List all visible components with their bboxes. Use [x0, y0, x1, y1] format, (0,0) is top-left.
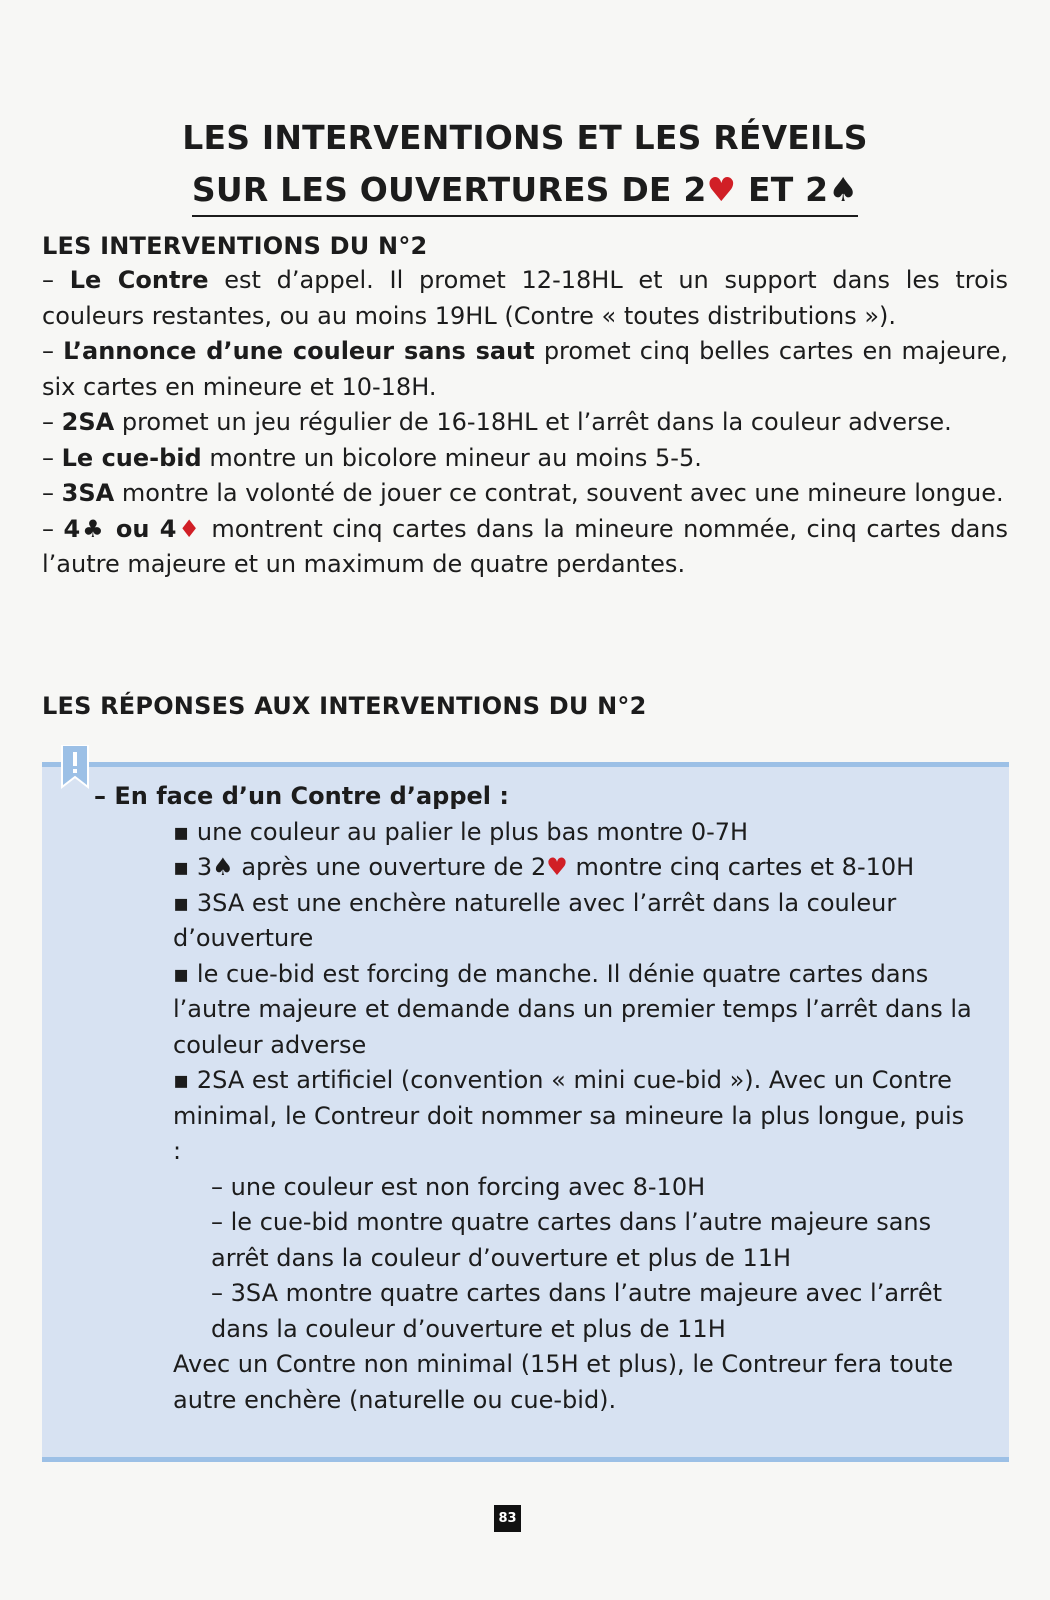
- heart-suit-icon: ♥: [546, 853, 568, 881]
- title-line-2-text-b: ET 2: [736, 170, 829, 209]
- paragraph-4-mineure-text: montrent cinq cartes dans la mineure nommée, cinq cartes dans l’autre majeure et un maximum de quatre perdantes.: [42, 514, 1009, 578]
- paragraph-4-mineure: – 4♣ ou 4♦ montrent cinq cartes dans la mineure nommée, cinq cartes dans l’autre majeure et un maximum de quatre perdantes.: [42, 514, 1009, 578]
- title-line-1: LES INTERVENTIONS ET LES RÉVEILS: [182, 118, 868, 157]
- bullet-3-pique: [42, 850, 1009, 886]
- section-heading-reponses: LES RÉPONSES AUX INTERVENTIONS DU N°2: [42, 692, 647, 720]
- bullet-3-pique-b: après une ouverture de 2: [233, 853, 547, 881]
- bullet-3sa: ▪ 3SA est une enchère naturelle avec l’arrêt dans la couleur d’ouverture: [173, 888, 897, 952]
- bullet-cue-bid: ▪ le cue-bid est forcing de manche. Il dénie quatre cartes dans l’autre majeure et demande dans un premier temps l’arrêt dans la couleur adverse: [173, 959, 972, 1059]
- paragraph-3sa: – 3SA montre la volonté de jouer ce contrat, souvent avec une mineure longue.: [42, 479, 1004, 507]
- bookmark-exclamation-icon: [60, 745, 90, 789]
- bullet-3-pique-a: ▪ 3: [173, 853, 213, 881]
- term-3sa: 3SA: [61, 479, 115, 507]
- paragraph-contre: – Le Contre est d’appel. Il promet 12-18HL et un support dans les trois couleurs restantes, ou au moins 19HL (Contre « toutes distributions »).: [42, 266, 1008, 330]
- section-heading-interventions: LES INTERVENTIONS DU N°2: [42, 232, 428, 260]
- bullet-couleur-palier: ▪ une couleur au palier le plus bas montre 0-7H: [173, 817, 749, 846]
- term-4-a: 4: [63, 514, 81, 543]
- section-reponses: [42, 689, 1008, 723]
- box-title: – En face d’un Contre d’appel :: [94, 782, 509, 810]
- paragraph-2sa: – 2SA promet un jeu régulier de 16-18HL et l’arrêt dans la couleur adverse.: [42, 408, 952, 436]
- bullet-3-pique-c: montre cinq cartes et 8-10H: [567, 853, 915, 881]
- term-cue-bid: Le cue-bid: [61, 443, 202, 472]
- paragraph-annonce-couleur: – L’annonce d’une couleur sans saut promet cinq belles cartes en majeure, six cartes en mineure et 10-18H.: [42, 337, 1009, 401]
- title-line-2-text-a: SUR LES OUVERTURES DE 2: [191, 170, 707, 209]
- paragraph-cue-bid: – Le cue-bid montre un bicolore mineur au moins 5-5.: [42, 443, 702, 472]
- spade-suit-icon: ♠: [828, 170, 859, 209]
- paragraph-cue-bid-text: montre un bicolore mineur au moins 5-5.: [201, 443, 702, 472]
- paragraph-3sa-text: montre la volonté de jouer ce contrat, souvent avec une mineure longue.: [114, 479, 1004, 507]
- page-title: [0, 112, 1050, 217]
- paragraph-contre-text: est d’appel. Il promet 12-18HL et un support dans les trois couleurs restantes, ou au moins 19HL (Contre « toutes distributions »).: [42, 266, 1008, 330]
- spade-suit-icon: ♠: [212, 853, 234, 881]
- sub-item-3sa: – 3SA montre quatre cartes dans l’autre majeure avec l’arrêt dans la couleur d’ouverture et plus de 11H: [211, 1279, 942, 1343]
- info-box-content: [42, 779, 1009, 1418]
- title-line-2: [192, 165, 858, 217]
- term-4-mineure: [64, 515, 202, 543]
- diamond-suit-icon: ♦: [176, 514, 202, 543]
- paragraph-2sa-text: promet un jeu régulier de 16-18HL et l’arrêt dans la couleur adverse.: [114, 408, 952, 436]
- section-interventions: [42, 229, 1008, 583]
- term-contre: Le Contre: [69, 266, 209, 294]
- bullet-2sa: ▪ 2SA est artificiel (convention « mini cue-bid »). Avec un Contre minimal, le Contreur doit nommer sa mineure la plus longue, puis :: [173, 1066, 965, 1165]
- info-box: [42, 762, 1009, 1462]
- term-2sa: 2SA: [61, 408, 115, 436]
- term-4-b: ou 4: [105, 514, 177, 543]
- paragraph-annonce-couleur-text: promet cinq belles cartes en majeure, six cartes en mineure et 10-18H.: [42, 337, 1009, 401]
- box-closing: Avec un Contre non minimal (15H et plus), le Contreur fera toute autre enchère (naturelle ou cue-bid).: [173, 1350, 954, 1414]
- heart-suit-icon: ♥: [706, 170, 737, 209]
- sub-item-cue-bid: – le cue-bid montre quatre cartes dans l’autre majeure sans arrêt dans la couleur d’ouverture et plus de 11H: [211, 1208, 932, 1272]
- term-annonce-couleur: L’annonce d’une couleur sans saut: [63, 337, 535, 365]
- page-number: 83: [494, 1505, 521, 1532]
- sub-item-couleur: – une couleur est non forcing avec 8-10H: [211, 1172, 706, 1201]
- club-suit-icon: ♣: [80, 514, 106, 543]
